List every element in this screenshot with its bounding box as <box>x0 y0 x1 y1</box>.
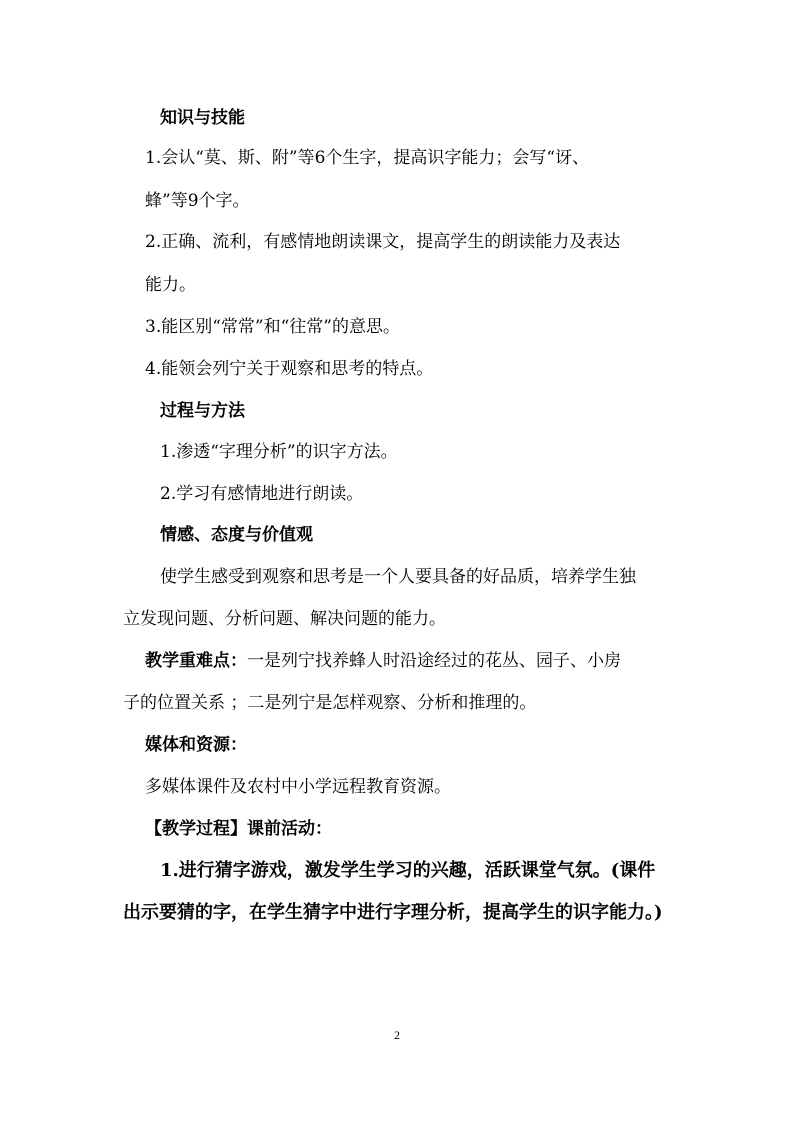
activity-line-2: 出示要猜的字，在学生猜字中进行字理分析，提高学生的识字能力。) <box>123 902 663 923</box>
knowledge-item-1-line-2: 蜂”等9个字。 <box>145 191 250 211</box>
knowledge-item-4: 4.能领会列宁关于观察和思考的特点。 <box>145 359 434 379</box>
heading-teaching-process: 【教学过程】课前活动： <box>145 819 332 839</box>
knowledge-item-2-line-1: 2.正确、流利，有感情地朗读课文，提高学生的朗读能力及表达 <box>145 232 621 252</box>
process-item-1: 1.渗透“字理分析”的识字方法。 <box>160 442 398 462</box>
emotion-text-line-1: 使学生感受到观察和思考是一个人要具备的好品质，培养学生独 <box>160 567 636 587</box>
activity-line-1: 1.进行猜字游戏，激发学生学习的兴趣，活跃课堂气氛。(课件 <box>160 860 656 881</box>
knowledge-item-3: 3.能区别“常常”和“往常”的意思。 <box>145 317 400 337</box>
key-points-line-1 <box>145 650 621 672</box>
key-points-label: 教学重难点： <box>145 651 247 671</box>
media-text: 多媒体课件及农村中小学远程教育资源。 <box>145 777 451 797</box>
heading-emotion-values: 情感、态度与价值观 <box>160 525 313 545</box>
heading-knowledge-skills: 知识与技能 <box>160 108 245 128</box>
key-points-text: 一是列宁找养蜂人时沿途经过的花丛、园子、小房 <box>247 651 621 671</box>
knowledge-item-2-line-2: 能力。 <box>145 275 196 295</box>
heading-media-resources: 媒体和资源： <box>145 735 247 755</box>
key-points-line-2: 子的位置关系 ；二是列宁是怎样观察、分析和推理的。 <box>123 693 537 713</box>
heading-process-method: 过程与方法 <box>160 401 245 421</box>
knowledge-item-1-line-1: 1.会认“莫、斯、附”等6个生字，提高识字能力；会写“讶、 <box>145 148 590 168</box>
process-item-2: 2.学习有感情地进行朗读。 <box>160 484 364 504</box>
emotion-text-line-2: 立发现问题、分析问题、解决问题的能力。 <box>123 609 446 629</box>
page-number: 2 <box>394 1028 400 1042</box>
